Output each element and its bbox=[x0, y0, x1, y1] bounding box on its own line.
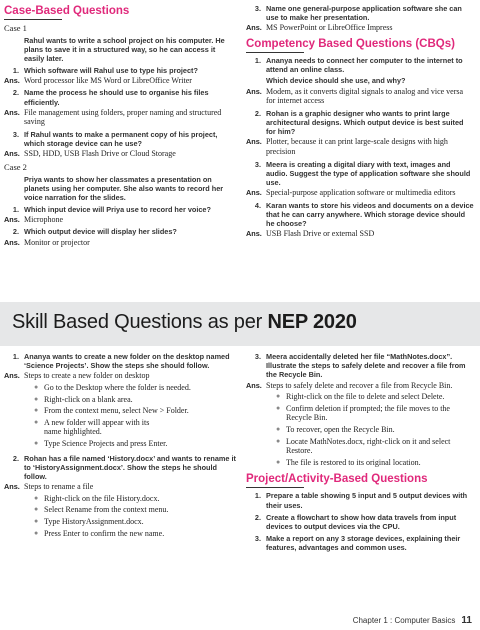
answer: Ans. Modem, as it converts digital signals to analog and vice versa for internet access bbox=[246, 86, 464, 106]
question: 3. If Rahul wants to make a permanent copy of his project, which storage device can he use? bbox=[12, 130, 218, 149]
case2-title: Case 2 bbox=[4, 162, 27, 172]
answer: Ans. Steps to rename a file bbox=[4, 482, 94, 492]
bullet-icon: ● bbox=[34, 406, 39, 415]
question: 2. Which output device will display her slides? bbox=[12, 227, 177, 237]
step-item: ● Select Rename from the context menu. bbox=[34, 505, 169, 515]
skill-left-column bbox=[4, 352, 236, 540]
question: 1. Ananya wants to create a new folder on the desktop named ‘Science Projects’. Show the steps she should follow. bbox=[12, 352, 230, 371]
answer: Ans. MS PowerPoint or LibreOffice Impress bbox=[246, 23, 393, 33]
case1-text: Rahul wants to write a school project on his computer. He plans to save it in a structured way, so he can access it easily later. bbox=[24, 36, 225, 64]
step-item: ● Type Science Projects and press Enter. bbox=[34, 438, 168, 448]
page-number: 11 bbox=[461, 615, 472, 626]
question: 3. Meera is creating a digital diary with text, images and audio. Suggest the type of application software she should use. bbox=[254, 159, 471, 187]
step-item: ● Confirm deletion if prompted; the file moves to the Recycle Bin. bbox=[276, 403, 450, 423]
question: 2. Rohan has a file named ‘History.docx’ and wants to rename it to ‘HistoryAssignment.docx’. Show the steps he should follow. bbox=[12, 453, 236, 481]
bullet-icon: ● bbox=[276, 392, 281, 401]
bullet-icon: ● bbox=[276, 457, 281, 466]
skill-right-column bbox=[246, 352, 474, 553]
case1-title: Case 1 bbox=[4, 23, 27, 33]
question: 4. Karan wants to store his videos and documents on a device that he can carry anywhere. Which storage device should he choose? bbox=[254, 200, 474, 229]
chapter-label: Chapter 1 : Computer Basics bbox=[352, 616, 456, 625]
bottom-section bbox=[0, 352, 480, 622]
top-section bbox=[0, 0, 480, 300]
bullet-icon: ● bbox=[34, 528, 39, 537]
page-footer bbox=[353, 615, 472, 626]
case2-text: Priya wants to show her classmates a presentation on planets using her computer. She also wants to record her voice narration for the slides. bbox=[24, 175, 224, 203]
case-based-heading: Case-Based Questions bbox=[4, 5, 130, 17]
answer: Ans. Microphone bbox=[4, 214, 64, 224]
bullet-icon: ● bbox=[276, 436, 281, 445]
project-heading: Project/Activity-Based Questions bbox=[246, 473, 428, 486]
answer: Ans. Steps to safely delete and recover a file from Recycle Bin. bbox=[246, 380, 453, 390]
step-item: ● To recover, open the Recycle Bin. bbox=[276, 424, 395, 434]
heading-rule bbox=[4, 19, 62, 20]
question-followup: Which device should she use, and why? bbox=[266, 76, 406, 86]
heading-rule bbox=[246, 487, 304, 488]
competency-heading: Competency Based Questions (CBQs) bbox=[246, 38, 455, 50]
step-item: ● Right-click on a blank area. bbox=[34, 394, 133, 404]
answer: Ans. USB Flash Drive or external SSD bbox=[246, 229, 375, 239]
question: 1. Ananya needs to connect her computer to the internet to attend an online class. bbox=[254, 56, 463, 75]
bullet-icon: ● bbox=[276, 403, 281, 412]
skill-title-highlight: NEP 2020 bbox=[267, 311, 357, 333]
step-item: ● Locate MathNotes.docx, right-click on it and select Restore. bbox=[276, 436, 451, 456]
step-item: ● From the context menu, select New > Folder. bbox=[34, 406, 189, 416]
bullet-icon: ● bbox=[34, 505, 39, 514]
question: 1. Prepare a table showing 5 input and 5 output devices with their uses. bbox=[254, 491, 468, 510]
left-column bbox=[4, 4, 236, 250]
question: 2. Rohan is a graphic designer who wants to print large architectural designs. Which output device is best suited for him? bbox=[254, 108, 464, 137]
heading-rule bbox=[246, 52, 304, 53]
question: 1. Which input device will Priya use to record her voice? bbox=[12, 204, 211, 214]
question: 1. Which software will Rahul use to type his project? bbox=[12, 65, 198, 75]
question: 3. Name one general-purpose application software she can use to make her presentation. bbox=[254, 4, 462, 23]
answer: Ans. Special-purpose application software or multimedia editors bbox=[246, 188, 456, 198]
answer: Ans. Monitor or projector bbox=[4, 237, 90, 247]
bullet-icon: ● bbox=[34, 516, 39, 525]
step-item: ● Type HistoryAssignment.docx. bbox=[34, 516, 144, 526]
step-item: ● The file is restored to its original location. bbox=[276, 457, 421, 467]
bullet-icon: ● bbox=[34, 394, 39, 403]
answer: Ans. Word processor like MS Word or LibreOffice Writer bbox=[4, 75, 192, 85]
bullet-icon: ● bbox=[34, 417, 39, 426]
bullet-icon: ● bbox=[34, 438, 39, 447]
bullet-icon: ● bbox=[34, 383, 39, 391]
answer: Ans. SSD, HDD, USB Flash Drive or Cloud Storage bbox=[4, 149, 176, 159]
question: 3. Meera accidentally deleted her file “MathNotes.docx”. Illustrate the steps to safely delete and recover a file from the Recycle Bin. bbox=[254, 352, 466, 380]
bullet-icon: ● bbox=[276, 424, 281, 433]
question: 3. Make a report on any 3 storage devices, explaining their features, advantages and common uses. bbox=[254, 534, 461, 553]
skill-title: Skill Based Questions as per NEP 2020 bbox=[12, 311, 357, 333]
bullet-icon: ● bbox=[34, 493, 39, 502]
step-item: ● Go to the Desktop where the folder is needed. bbox=[34, 383, 191, 392]
step-item: ● Press Enter to confirm the new name. bbox=[34, 528, 165, 538]
answer: Ans. Steps to create a new folder on desktop bbox=[4, 371, 150, 381]
step-item: ● Right-click on the file to delete and select Delete. bbox=[276, 392, 445, 402]
answer: Ans. File management using folders, proper naming and structured saving bbox=[4, 107, 222, 127]
step-item: ● Right-click on the file History.docx. bbox=[34, 493, 160, 503]
step-item: ● A new folder will appear with its name highlighted. bbox=[34, 417, 150, 437]
question: 2. Name the process he should use to organise his files efficiently. bbox=[12, 88, 209, 107]
answer: Ans. Plotter, because it can print large-scale designs with high precision bbox=[246, 137, 448, 156]
right-column bbox=[246, 4, 474, 242]
question: 2. Create a flowchart to show how data travels from input devices to output devices via the CPU. bbox=[254, 512, 457, 531]
